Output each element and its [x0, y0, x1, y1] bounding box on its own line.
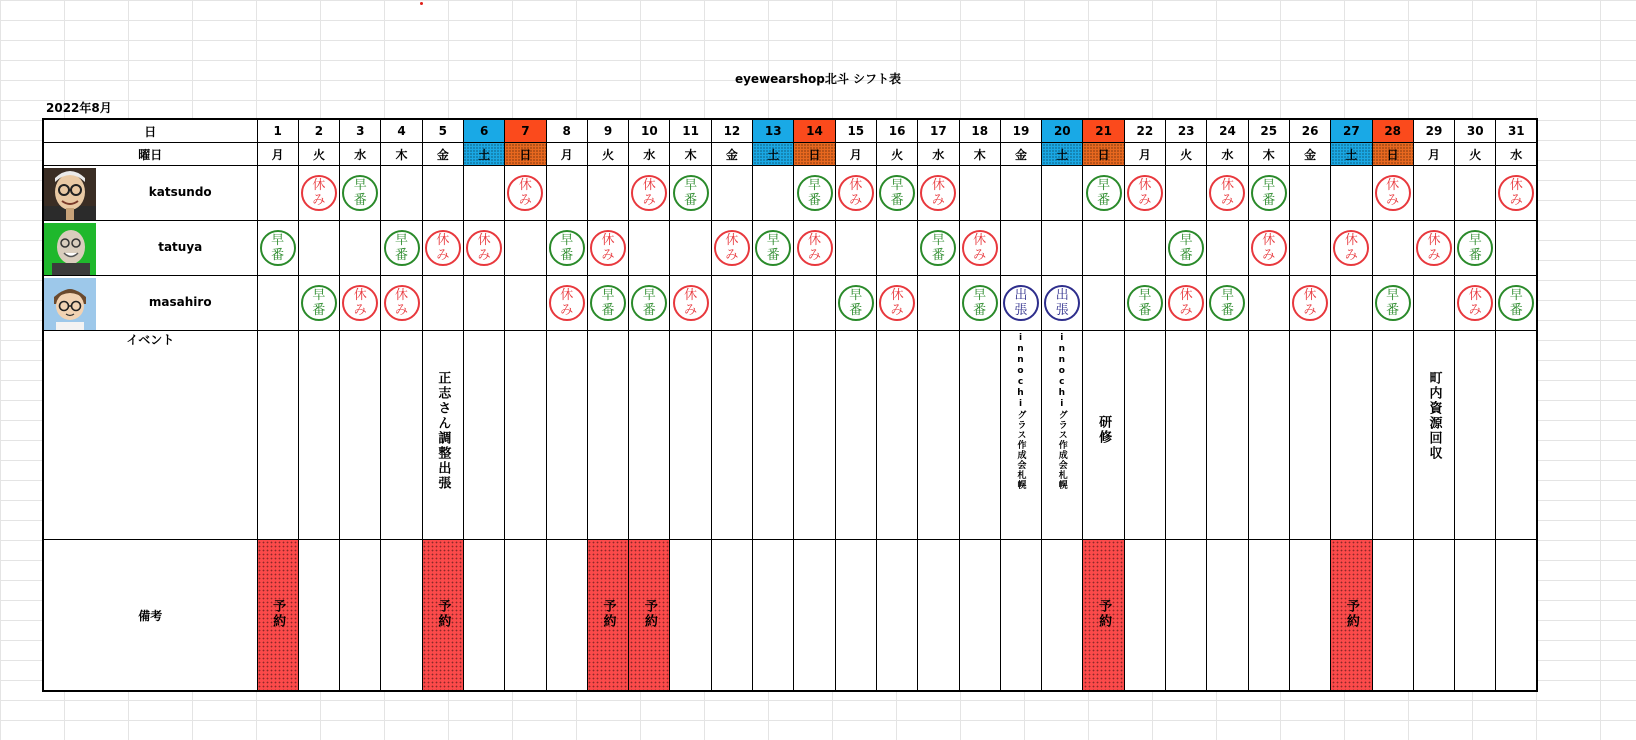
day-number-cell: 20 [1042, 119, 1083, 143]
event-text: innochiグラス作成会札幌 [1015, 333, 1026, 490]
early-stamp: 早 番 [1251, 175, 1287, 211]
shift-cell[interactable] [1455, 276, 1496, 331]
weekday-cell: 水 [1207, 143, 1248, 166]
memo-cell[interactable] [670, 540, 711, 692]
memo-cell[interactable] [463, 540, 504, 692]
shift-cell[interactable] [587, 276, 628, 331]
shift-cell[interactable] [1000, 166, 1041, 221]
early-stamp: 早 番 [549, 230, 585, 266]
rest-stamp: 休 み [1251, 230, 1287, 266]
memo-cell[interactable] [1455, 540, 1496, 692]
weekday-cell: 火 [587, 143, 628, 166]
shift-cell[interactable] [753, 166, 794, 221]
event-cell[interactable] [835, 331, 876, 540]
day-number-cell: 8 [546, 119, 587, 143]
weekday-cell: 日 [505, 143, 546, 166]
rest-stamp: 休 み [1416, 230, 1452, 266]
shift-cell[interactable] [1413, 166, 1454, 221]
weekday-cell: 日 [1372, 143, 1413, 166]
early-stamp: 早 番 [1086, 175, 1122, 211]
avatar-smiling-man-icon [44, 223, 96, 275]
shift-cell[interactable] [381, 276, 422, 331]
weekday-header-label: 曜日 [43, 143, 257, 166]
memo-cell[interactable] [1166, 540, 1207, 692]
weekday-cell: 月 [257, 143, 298, 166]
memo-cell[interactable] [1413, 540, 1454, 692]
shift-cell[interactable] [918, 221, 959, 276]
shift-cell[interactable] [463, 276, 504, 331]
day-number-cell: 24 [1207, 119, 1248, 143]
shift-cell[interactable] [298, 221, 339, 276]
event-cell[interactable] [1372, 331, 1413, 540]
shift-cell[interactable] [463, 166, 504, 221]
event-cell[interactable] [381, 331, 422, 540]
event-cell[interactable] [1248, 331, 1289, 540]
shift-cell[interactable] [1248, 166, 1289, 221]
weekday-cell: 金 [1000, 143, 1041, 166]
early-stamp: 早 番 [962, 285, 998, 321]
staff-name: katsundo [148, 185, 212, 199]
shift-cell[interactable] [918, 166, 959, 221]
weekday-cell: 金 [711, 143, 752, 166]
day-number-cell: 13 [753, 119, 794, 143]
early-stamp: 早 番 [879, 175, 915, 211]
memo-cell[interactable] [1372, 540, 1413, 692]
event-cell[interactable] [463, 331, 504, 540]
shift-cell[interactable] [1000, 276, 1041, 331]
early-stamp: 早 番 [1375, 285, 1411, 321]
event-cell[interactable] [257, 331, 298, 540]
memo-cell[interactable] [1042, 540, 1083, 692]
shift-cell[interactable] [1042, 221, 1083, 276]
weekday-cell: 木 [959, 143, 1000, 166]
event-cell[interactable] [1083, 331, 1124, 540]
rest-stamp: 休 み [797, 230, 833, 266]
shift-cell[interactable] [1455, 221, 1496, 276]
shift-cell[interactable] [629, 221, 670, 276]
shift-cell[interactable] [1124, 166, 1165, 221]
weekday-cell: 土 [753, 143, 794, 166]
memo-cell[interactable] [1083, 540, 1124, 692]
day-number-cell: 12 [711, 119, 752, 143]
shift-cell[interactable] [463, 221, 504, 276]
shift-cell[interactable] [711, 276, 752, 331]
shift-cell[interactable] [629, 276, 670, 331]
event-cell[interactable] [1207, 331, 1248, 540]
day-number-cell: 6 [463, 119, 504, 143]
day-number-cell: 22 [1124, 119, 1165, 143]
memo-cell[interactable] [1331, 540, 1372, 692]
memo-cell[interactable] [1248, 540, 1289, 692]
shift-cell[interactable] [1083, 166, 1124, 221]
event-cell[interactable] [422, 331, 463, 540]
shift-cell[interactable] [298, 166, 339, 221]
shift-cell[interactable] [1413, 276, 1454, 331]
shift-cell[interactable] [1083, 221, 1124, 276]
shift-cell[interactable] [959, 221, 1000, 276]
day-number-cell: 10 [629, 119, 670, 143]
reservation-text: 予約 [435, 598, 451, 629]
memo-cell[interactable] [1496, 540, 1537, 692]
reservation-text: 予約 [641, 598, 657, 629]
event-cell[interactable] [629, 331, 670, 540]
memo-row-label: 備考 [43, 540, 257, 692]
shift-cell[interactable] [1289, 166, 1330, 221]
shift-cell[interactable] [835, 221, 876, 276]
rest-stamp: 休 み [673, 285, 709, 321]
reservation-text: 予約 [1096, 598, 1112, 629]
memo-cell[interactable] [298, 540, 339, 692]
day-number-cell: 17 [918, 119, 959, 143]
weekday-cell: 水 [1496, 143, 1537, 166]
shift-cell[interactable] [876, 166, 917, 221]
day-number-cell: 14 [794, 119, 835, 143]
memo-cell[interactable] [959, 540, 1000, 692]
shift-cell[interactable] [1248, 276, 1289, 331]
shift-cell[interactable] [1331, 276, 1372, 331]
rest-stamp: 休 み [838, 175, 874, 211]
day-number-cell: 21 [1083, 119, 1124, 143]
shift-cell[interactable] [422, 276, 463, 331]
weekday-cell: 日 [794, 143, 835, 166]
weekday-cell: 水 [918, 143, 959, 166]
day-number-cell: 15 [835, 119, 876, 143]
shift-cell[interactable] [1248, 221, 1289, 276]
shift-cell[interactable] [835, 276, 876, 331]
shift-cell[interactable] [1000, 221, 1041, 276]
memo-cell[interactable] [1000, 540, 1041, 692]
weekday-cell: 月 [1124, 143, 1165, 166]
shift-cell[interactable] [711, 166, 752, 221]
early-stamp: 早 番 [797, 175, 833, 211]
shift-cell[interactable] [959, 276, 1000, 331]
staff-label-cell [43, 221, 257, 276]
rest-stamp: 休 み [920, 175, 956, 211]
shift-cell[interactable] [918, 276, 959, 331]
event-cell[interactable] [918, 331, 959, 540]
event-cell[interactable] [1042, 331, 1083, 540]
day-number-cell: 28 [1372, 119, 1413, 143]
reservation-text: 予約 [1343, 598, 1359, 629]
shift-cell[interactable] [959, 166, 1000, 221]
memo-cell[interactable] [587, 540, 628, 692]
reservation-text: 予約 [600, 598, 616, 629]
shift-cell[interactable] [381, 166, 422, 221]
weekday-cell: 月 [546, 143, 587, 166]
event-cell[interactable] [1496, 331, 1537, 540]
month-label: 2022年8月 [46, 101, 112, 115]
shift-cell[interactable] [1166, 276, 1207, 331]
early-stamp: 早 番 [673, 175, 709, 211]
event-cell[interactable] [587, 331, 628, 540]
rest-stamp: 休 み [425, 230, 461, 266]
weekday-cell: 木 [670, 143, 711, 166]
shift-cell[interactable] [340, 276, 381, 331]
shift-cell[interactable] [876, 221, 917, 276]
rest-stamp: 休 み [342, 285, 378, 321]
weekday-cell: 木 [381, 143, 422, 166]
day-header-label: 日 [43, 119, 257, 143]
rest-stamp: 休 み [384, 285, 420, 321]
event-cell[interactable] [1455, 331, 1496, 540]
rest-stamp: 休 み [631, 175, 667, 211]
reservation-text: 予約 [270, 598, 286, 629]
event-cell[interactable] [1166, 331, 1207, 540]
day-number-cell: 16 [876, 119, 917, 143]
staff-name: masahiro [148, 295, 212, 309]
shift-cell[interactable] [1207, 221, 1248, 276]
early-stamp: 早 番 [755, 230, 791, 266]
shift-cell[interactable] [1413, 221, 1454, 276]
event-row-label: イベント [43, 331, 257, 540]
memo-cell[interactable] [753, 540, 794, 692]
day-number-cell: 29 [1413, 119, 1454, 143]
shift-cell[interactable] [298, 276, 339, 331]
shift-cell[interactable] [1207, 166, 1248, 221]
weekday-cell: 火 [298, 143, 339, 166]
early-stamp: 早 番 [920, 230, 956, 266]
event-cell[interactable] [340, 331, 381, 540]
shift-cell[interactable] [1207, 276, 1248, 331]
shift-cell[interactable] [1124, 276, 1165, 331]
trip-stamp: 出 張 [1003, 285, 1039, 321]
weekday-cell: 月 [1413, 143, 1454, 166]
early-stamp: 早 番 [384, 230, 420, 266]
shift-cell[interactable] [1455, 166, 1496, 221]
early-stamp: 早 番 [1127, 285, 1163, 321]
memo-cell[interactable] [1207, 540, 1248, 692]
memo-cell[interactable] [711, 540, 752, 692]
memo-cell[interactable] [629, 540, 670, 692]
shift-cell[interactable] [1496, 221, 1537, 276]
event-text: innochiグラス作成会札幌 [1056, 333, 1067, 490]
shift-cell[interactable] [1083, 276, 1124, 331]
shift-cell[interactable] [1124, 221, 1165, 276]
rest-stamp: 休 み [1498, 175, 1534, 211]
shift-cell[interactable] [1042, 166, 1083, 221]
memo-cell[interactable] [876, 540, 917, 692]
event-cell[interactable] [794, 331, 835, 540]
memo-cell[interactable] [340, 540, 381, 692]
weekday-cell: 金 [422, 143, 463, 166]
day-number-cell: 3 [340, 119, 381, 143]
rest-stamp: 休 み [879, 285, 915, 321]
weekday-cell: 金 [1289, 143, 1330, 166]
weekday-cell: 土 [463, 143, 504, 166]
shift-cell[interactable] [1372, 276, 1413, 331]
early-stamp: 早 番 [590, 285, 626, 321]
avatar-cartoon-boy-icon [44, 278, 96, 330]
shift-cell[interactable] [670, 221, 711, 276]
memo-cell[interactable] [794, 540, 835, 692]
shift-cell[interactable] [1042, 276, 1083, 331]
weekday-cell: 木 [1248, 143, 1289, 166]
event-cell[interactable] [876, 331, 917, 540]
early-stamp: 早 番 [1498, 285, 1534, 321]
rest-stamp: 休 み [1333, 230, 1369, 266]
rest-stamp: 休 み [507, 175, 543, 211]
day-number-cell: 9 [587, 119, 628, 143]
shift-cell[interactable] [794, 166, 835, 221]
event-cell[interactable] [298, 331, 339, 540]
day-number-cell: 11 [670, 119, 711, 143]
shift-cell[interactable] [1289, 221, 1330, 276]
rest-stamp: 休 み [1292, 285, 1328, 321]
early-stamp: 早 番 [1457, 230, 1493, 266]
rest-stamp: 休 み [1127, 175, 1163, 211]
memo-cell[interactable] [1124, 540, 1165, 692]
shift-cell[interactable] [340, 221, 381, 276]
shift-cell[interactable] [1166, 166, 1207, 221]
event-cell[interactable] [1124, 331, 1165, 540]
avatar-glasses-man-icon [44, 168, 96, 220]
staff-label-cell [43, 276, 257, 331]
shift-table [42, 118, 1538, 692]
shift-cell[interactable] [546, 276, 587, 331]
early-stamp: 早 番 [342, 175, 378, 211]
rest-stamp: 休 み [1168, 285, 1204, 321]
early-stamp: 早 番 [301, 285, 337, 321]
shift-cell[interactable] [711, 221, 752, 276]
rest-stamp: 休 み [714, 230, 750, 266]
event-cell[interactable] [670, 331, 711, 540]
event-cell[interactable] [1289, 331, 1330, 540]
shift-cell[interactable] [835, 166, 876, 221]
rest-stamp: 休 み [466, 230, 502, 266]
memo-cell[interactable] [1289, 540, 1330, 692]
weekday-cell: 火 [876, 143, 917, 166]
shift-cell[interactable] [546, 221, 587, 276]
shift-cell[interactable] [1496, 276, 1537, 331]
sheet-title: eyewearshop北斗 シフト表 [734, 72, 902, 86]
day-number-cell: 23 [1166, 119, 1207, 143]
shift-cell[interactable] [257, 166, 298, 221]
weekday-cell: 水 [340, 143, 381, 166]
event-cell[interactable] [959, 331, 1000, 540]
day-number-cell: 30 [1455, 119, 1496, 143]
weekday-cell: 火 [1166, 143, 1207, 166]
shift-cell[interactable] [629, 166, 670, 221]
shift-cell[interactable] [1331, 166, 1372, 221]
weekday-cell: 土 [1042, 143, 1083, 166]
shift-cell[interactable] [587, 221, 628, 276]
day-number-cell: 31 [1496, 119, 1537, 143]
memo-cell[interactable] [381, 540, 422, 692]
rest-stamp: 休 み [1375, 175, 1411, 211]
shift-cell[interactable] [505, 276, 546, 331]
rest-stamp: 休 み [1457, 285, 1493, 321]
shift-cell[interactable] [1372, 166, 1413, 221]
shift-cell[interactable] [794, 221, 835, 276]
event-cell[interactable] [753, 331, 794, 540]
shift-cell[interactable] [794, 276, 835, 331]
trip-stamp: 出 張 [1044, 285, 1080, 321]
shift-cell[interactable] [1496, 166, 1537, 221]
early-stamp: 早 番 [260, 230, 296, 266]
weekday-cell: 月 [835, 143, 876, 166]
event-cell[interactable] [711, 331, 752, 540]
event-text: 研修 [1096, 415, 1112, 445]
shift-cell[interactable] [753, 276, 794, 331]
shift-cell[interactable] [753, 221, 794, 276]
weekday-cell: 土 [1331, 143, 1372, 166]
rest-stamp: 休 み [549, 285, 585, 321]
event-cell[interactable] [1000, 331, 1041, 540]
memo-cell[interactable] [918, 540, 959, 692]
day-number-cell: 26 [1289, 119, 1330, 143]
event-cell[interactable] [546, 331, 587, 540]
shift-cell[interactable] [257, 221, 298, 276]
shift-cell[interactable] [876, 276, 917, 331]
early-stamp: 早 番 [838, 285, 874, 321]
shift-cell[interactable] [587, 166, 628, 221]
shift-cell[interactable] [670, 276, 711, 331]
day-number-cell: 5 [422, 119, 463, 143]
shift-cell[interactable] [1331, 221, 1372, 276]
rest-stamp: 休 み [1209, 175, 1245, 211]
rest-stamp: 休 み [590, 230, 626, 266]
event-cell[interactable] [1413, 331, 1454, 540]
shift-cell[interactable] [422, 221, 463, 276]
early-stamp: 早 番 [1209, 285, 1245, 321]
shift-cell[interactable] [381, 221, 422, 276]
day-number-cell: 4 [381, 119, 422, 143]
shift-cell[interactable] [422, 166, 463, 221]
staff-label-cell [43, 166, 257, 221]
day-number-cell: 25 [1248, 119, 1289, 143]
shift-cell[interactable] [546, 166, 587, 221]
day-number-cell: 27 [1331, 119, 1372, 143]
memo-cell[interactable] [422, 540, 463, 692]
day-number-cell: 7 [505, 119, 546, 143]
weekday-cell: 水 [629, 143, 670, 166]
early-stamp: 早 番 [1168, 230, 1204, 266]
early-stamp: 早 番 [631, 285, 667, 321]
event-cell[interactable] [505, 331, 546, 540]
event-cell[interactable] [1331, 331, 1372, 540]
shift-cell[interactable] [257, 276, 298, 331]
weekday-cell: 日 [1083, 143, 1124, 166]
shift-cell[interactable] [1372, 221, 1413, 276]
memo-cell[interactable] [546, 540, 587, 692]
rest-stamp: 休 み [962, 230, 998, 266]
rest-stamp: 休 み [301, 175, 337, 211]
memo-cell[interactable] [257, 540, 298, 692]
staff-name: tatuya [158, 240, 203, 254]
day-number-cell: 1 [257, 119, 298, 143]
shift-cell[interactable] [670, 166, 711, 221]
shift-cell[interactable] [505, 166, 546, 221]
day-number-cell: 19 [1000, 119, 1041, 143]
day-number-cell: 18 [959, 119, 1000, 143]
memo-cell[interactable] [835, 540, 876, 692]
memo-cell[interactable] [505, 540, 546, 692]
day-number-cell: 2 [298, 119, 339, 143]
weekday-cell: 火 [1455, 143, 1496, 166]
shift-cell[interactable] [1289, 276, 1330, 331]
red-dot-mark [420, 2, 423, 5]
event-text: 町内資源回収 [1426, 371, 1442, 461]
shift-cell[interactable] [340, 166, 381, 221]
event-text: 正志さん調整出張 [435, 371, 451, 491]
shift-cell[interactable] [505, 221, 546, 276]
shift-cell[interactable] [1166, 221, 1207, 276]
